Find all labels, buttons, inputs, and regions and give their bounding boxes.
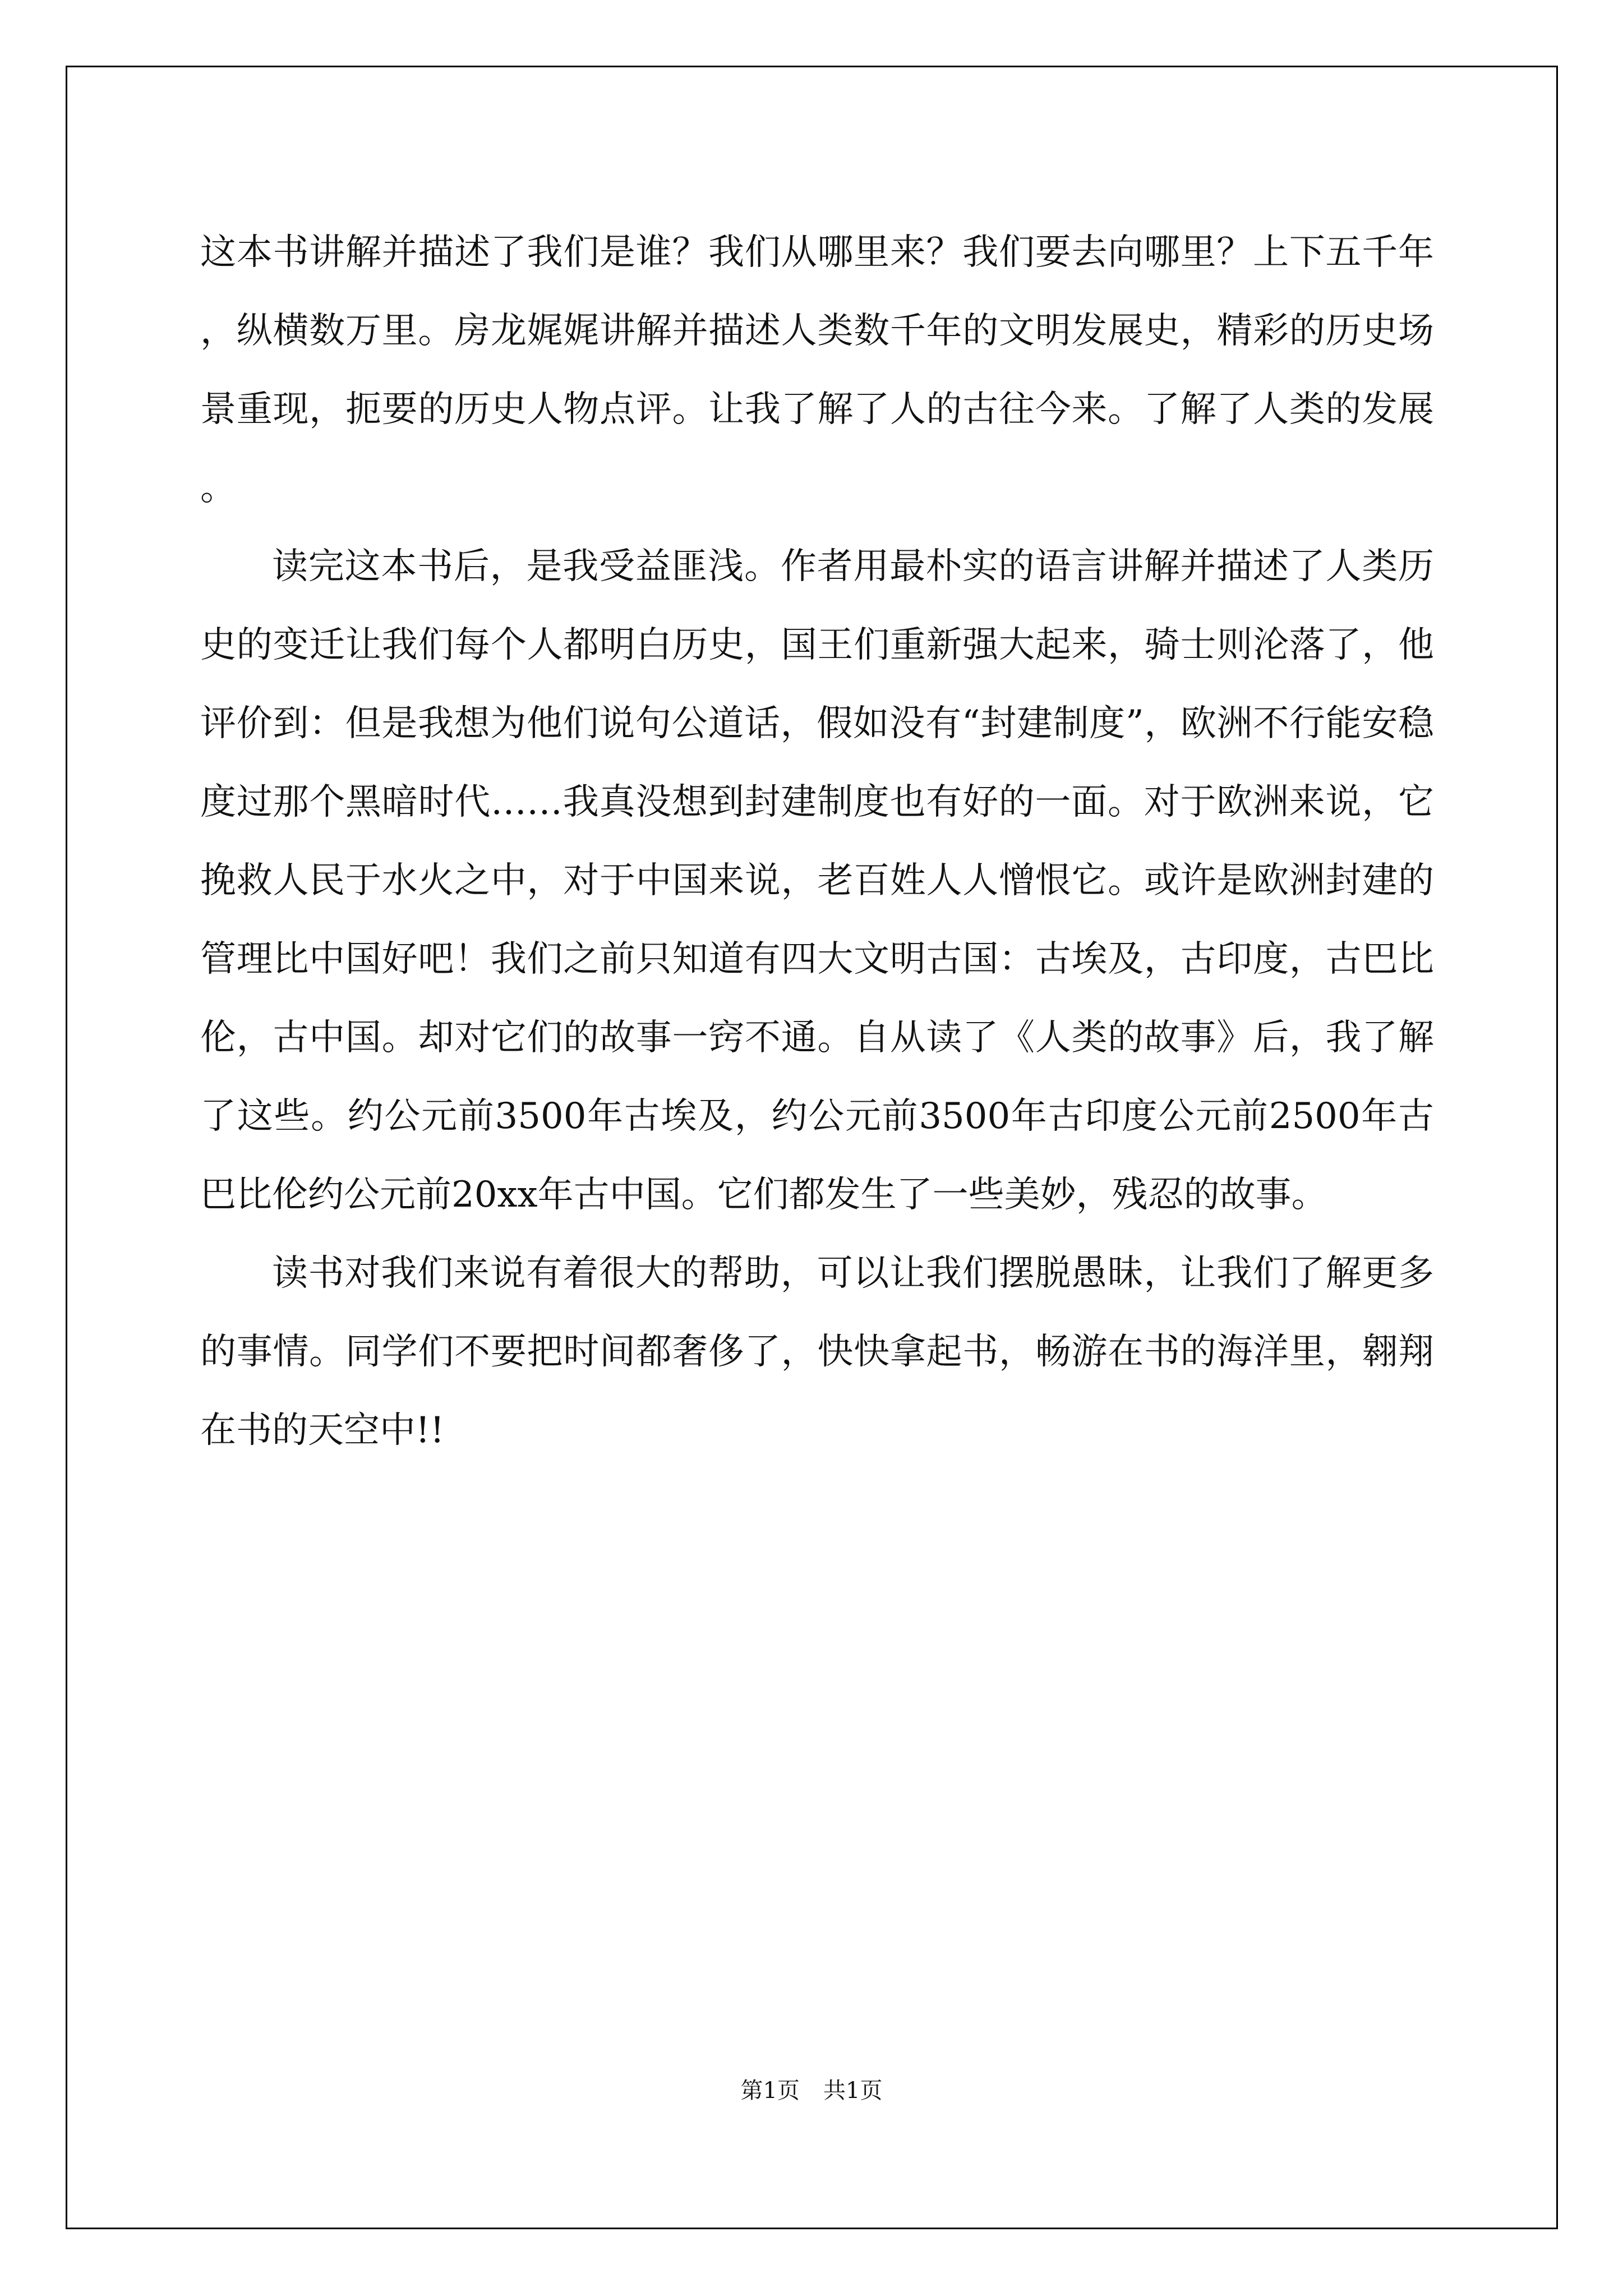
page-total: 共1页 bbox=[823, 2078, 883, 2104]
paragraph-3: 读书对我们来说有着很大的帮助，可以让我们摆脱愚昧，让我们了解更多的事情。同学们不要把时间都奢侈了，快快拿起书，畅游在书的海洋里，翱翔在书的天空中!! bbox=[200, 1253, 1434, 1451]
page-number: 第1页 bbox=[740, 2078, 800, 2104]
paragraph-1: 这本书讲解并描述了我们是谁？我们从哪里来？我们要去向哪里？上下五千年，纵横数万里。房龙娓娓讲解并描述人类数千年的文明发展史，精彩的历史场景重现，扼要的历史人物点评。让我了解了人的古往今来。了解了人类的发展。 bbox=[200, 232, 1434, 509]
document-body bbox=[200, 213, 1434, 1470]
page-footer bbox=[0, 2073, 1623, 2105]
paragraph-2: 读完这本书后，是我受益匪浅。作者用最朴实的语言讲解并描述了人类历史的变迁让我们每个人都明白历史，国王们重新强大起来，骑士则沦落了，他评价到：但是我想为他们说句公道话，假如没有“封建制度”，欧洲不行能安稳度过那个黑暗时代……我真没想到封建制度也有好的一面。对于欧洲来说，它挽救人民于水火之中，对于中国来说，老百姓人人憎恨它。或许是欧洲封建的管理比中国好吧！我们之前只知道有四大文明古国：古埃及，古印度，古巴比伦，古中国。却对它们的故事一窍不通。自从读了《人类的故事》后，我了解了这些。约公元前3500年古埃及，约公元前3500年古印度公元前2500年古巴比伦约公元前20xx年古中国。它们都发生了一些美妙，残忍的故事。 bbox=[200, 546, 1434, 1216]
